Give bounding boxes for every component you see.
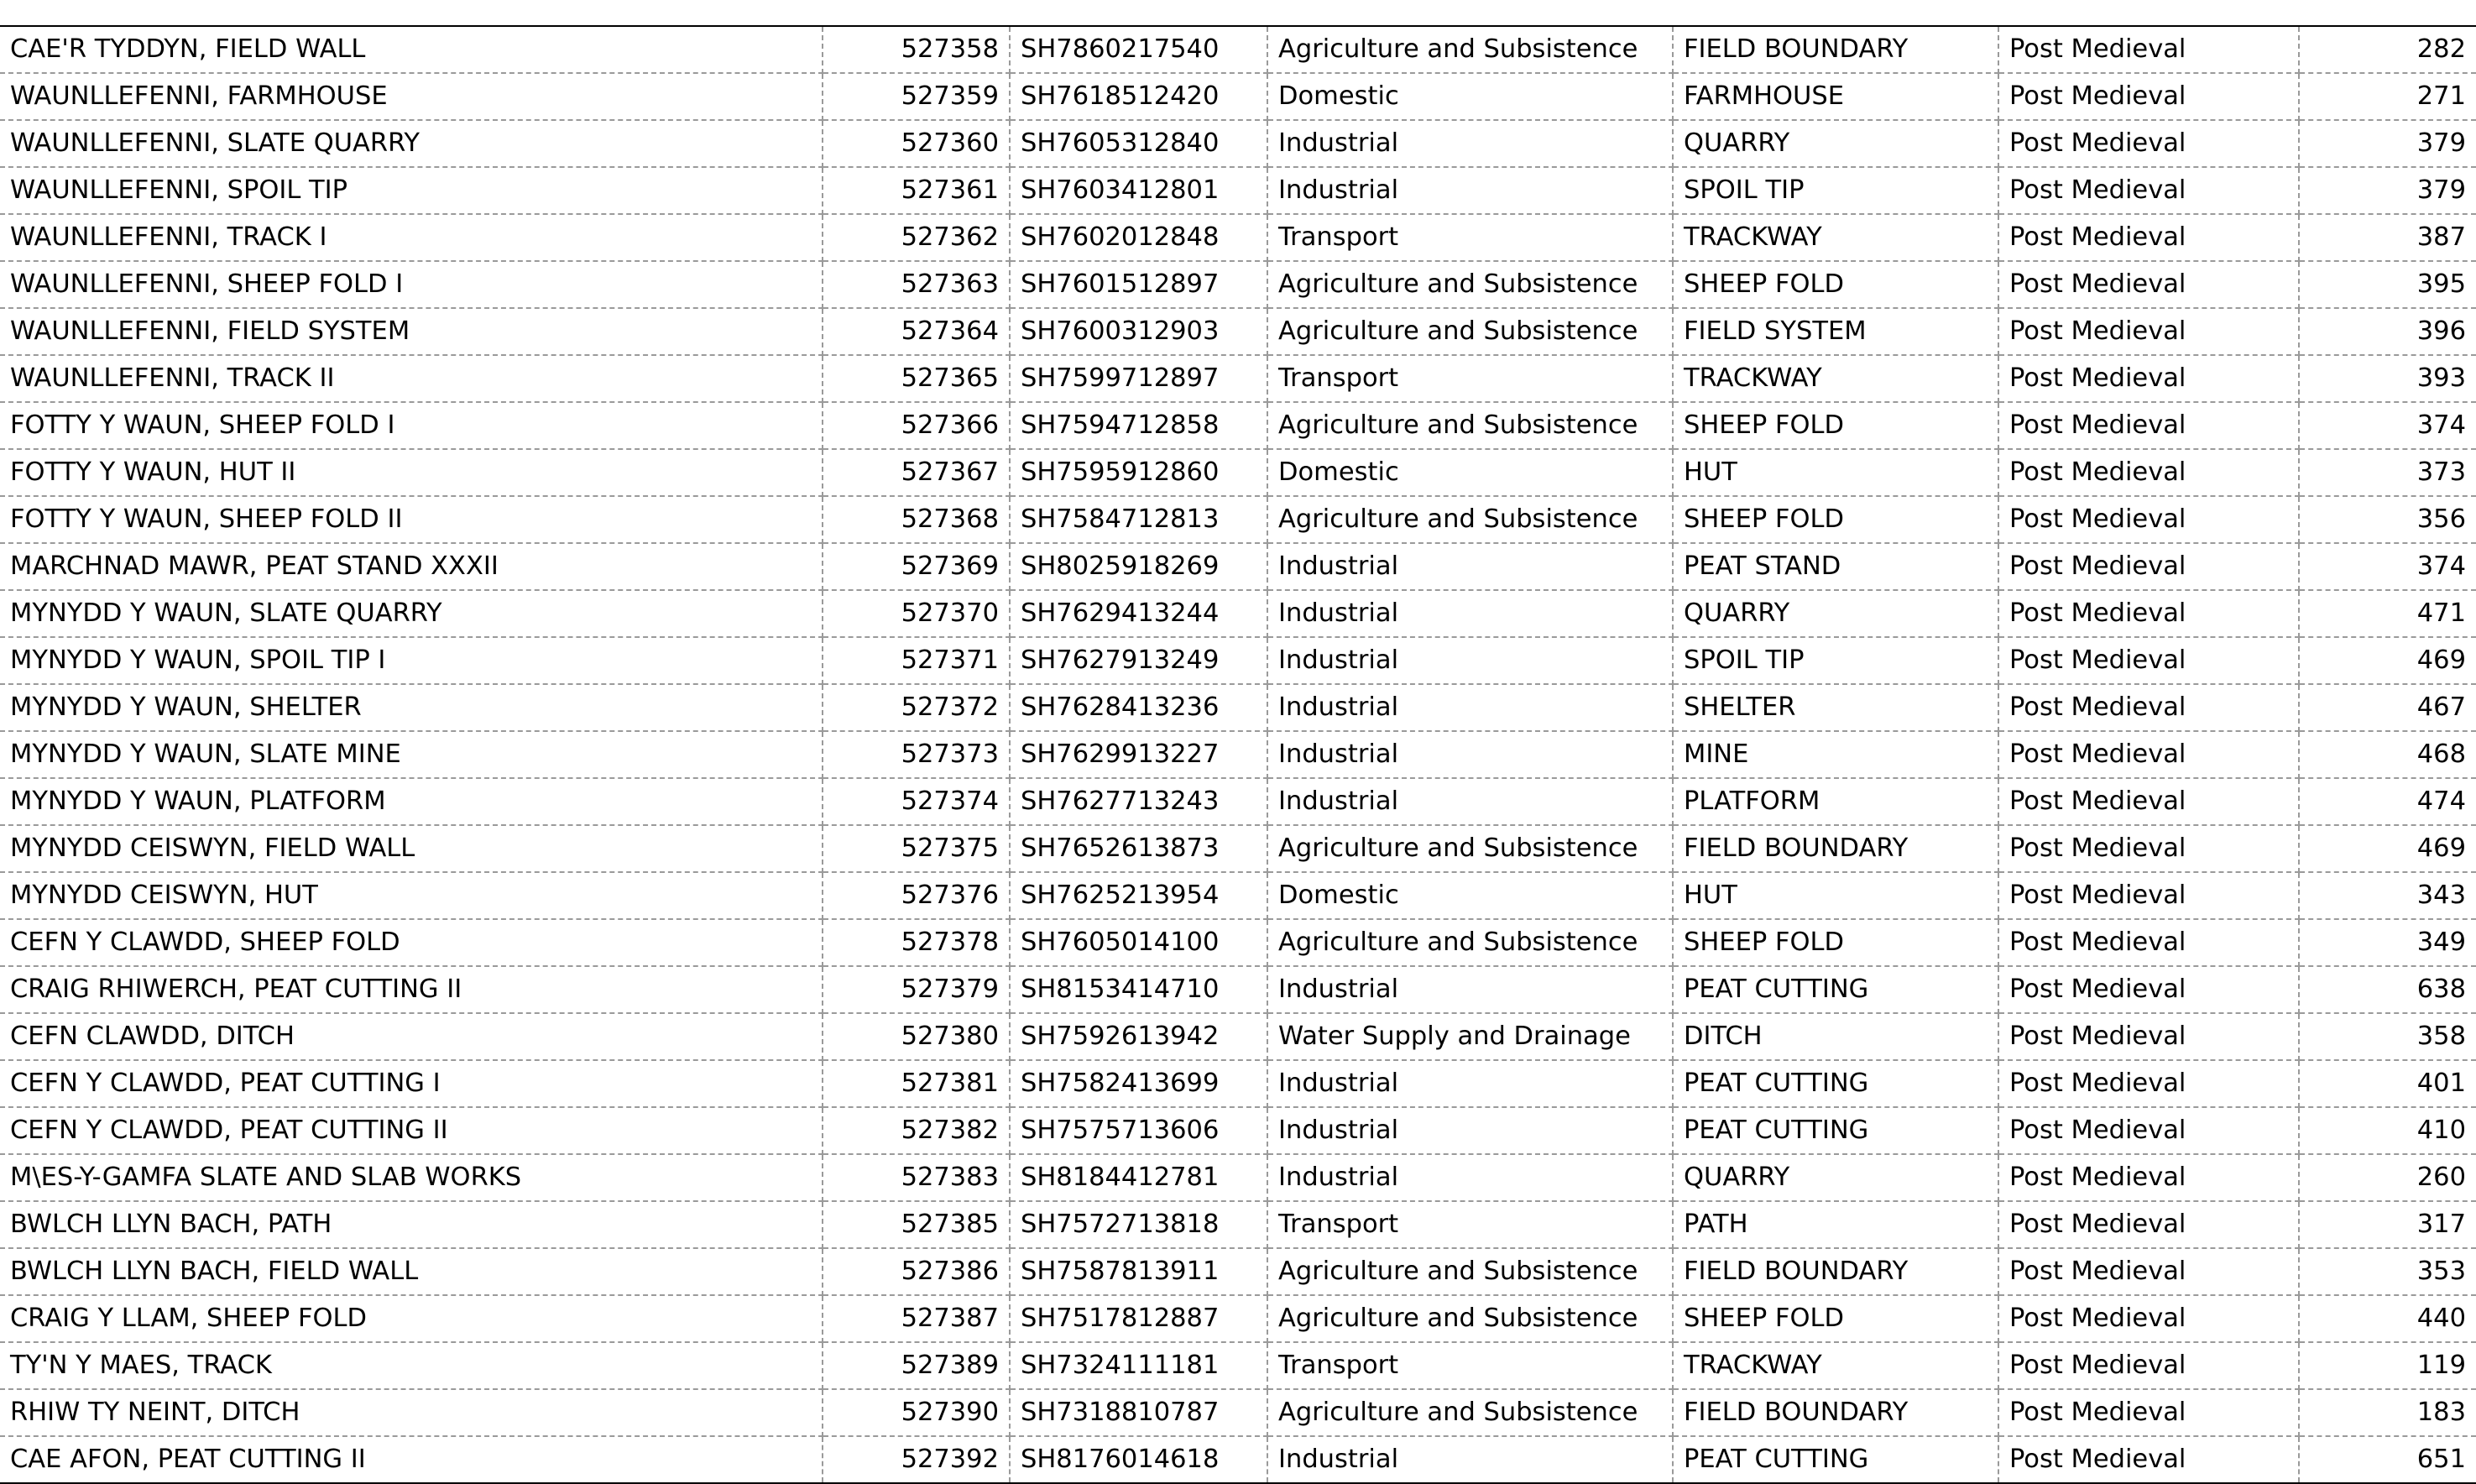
cell-category: Agriculture and Subsistence	[1267, 308, 1673, 355]
cell-category: Water Supply and Drainage	[1267, 1013, 1673, 1060]
cell-id: 527359	[823, 73, 1010, 120]
table-row	[0, 1295, 2476, 1342]
cell-grid-ref: SH7595912860	[1010, 449, 1267, 496]
cell-id: 527358	[823, 27, 1010, 73]
cell-name: WAUNLLEFENNI, FARMHOUSE	[0, 73, 823, 120]
cell-grid-ref: SH7575713606	[1010, 1107, 1267, 1154]
cell-grid-ref: SH7592613942	[1010, 1013, 1267, 1060]
cell-id: 527378	[823, 919, 1010, 966]
cell-category: Domestic	[1267, 73, 1673, 120]
cell-value: 651	[2416, 1445, 2466, 1474]
cell-period: Post Medieval	[1998, 543, 2299, 590]
cell-value: 358	[2299, 1013, 2476, 1060]
cell-period: Post Medieval	[1998, 355, 2299, 402]
table-row	[0, 402, 2476, 449]
cell-name: CEFN Y CLAWDD, PEAT CUTTING II	[0, 1107, 823, 1154]
cell-category: Agriculture and Subsistence	[1267, 919, 1673, 966]
cell-grid-ref: SH8025918269	[1010, 543, 1267, 590]
cell-value: 317	[2299, 1201, 2476, 1248]
cell-name: WAUNLLEFENNI, TRACK II	[0, 355, 823, 402]
cell-value: 396	[2299, 308, 2476, 355]
cell-name: WAUNLLEFENNI, SLATE QUARRY	[0, 120, 823, 167]
table-row	[0, 1248, 2476, 1295]
cell-value: 183	[2299, 1389, 2476, 1436]
cell-name: MYNYDD CEISWYN, HUT	[0, 872, 823, 919]
table-row	[0, 1436, 2476, 1482]
table-row	[0, 1060, 2476, 1107]
cell-value: 395	[2299, 261, 2476, 308]
cell-value: 343	[2299, 872, 2476, 919]
cell-name: WAUNLLEFENNI, SPOIL TIP	[0, 167, 823, 214]
cell-id: 527364	[823, 308, 1010, 355]
cell-category: Agriculture and Subsistence	[1267, 1295, 1673, 1342]
table-row	[0, 1389, 2476, 1436]
cell-id: 527376	[823, 872, 1010, 919]
cell-name: WAUNLLEFENNI, SHEEP FOLD I	[0, 261, 823, 308]
cell-category: Industrial	[1267, 1060, 1673, 1107]
records-body	[0, 27, 2476, 1482]
cell-grid-ref: SH7860217540	[1010, 27, 1267, 73]
cell-id: 527392	[823, 1436, 1010, 1482]
cell-category: Transport	[1267, 1201, 1673, 1248]
cell-period: Post Medieval	[1998, 261, 2299, 308]
cell-period: Post Medieval	[1998, 1154, 2299, 1201]
cell-period: Post Medieval	[1998, 402, 2299, 449]
cell-type: FIELD BOUNDARY	[1673, 1248, 1998, 1295]
table-row	[0, 872, 2476, 919]
cell-period: Post Medieval	[1998, 637, 2299, 684]
cell-type: SHEEP FOLD	[1673, 919, 1998, 966]
cell-period: Post Medieval	[1998, 684, 2299, 731]
cell-type: MINE	[1673, 731, 1998, 778]
cell-type: SHEEP FOLD	[1673, 402, 1998, 449]
table-row	[0, 966, 2476, 1013]
cell-value: 282	[2299, 27, 2476, 73]
cell-name: MARCHNAD MAWR, PEAT STAND XXXII	[0, 543, 823, 590]
cell-period: Post Medieval	[1998, 1389, 2299, 1436]
cell-period: Post Medieval	[1998, 449, 2299, 496]
cell-period: Post Medieval	[1998, 872, 2299, 919]
cell-grid-ref: SH7584712813	[1010, 496, 1267, 543]
cell-id: 527383	[823, 1154, 1010, 1201]
cell-type: QUARRY	[1673, 120, 1998, 167]
table-row	[0, 261, 2476, 308]
cell-name: CRAIG Y LLAM, SHEEP FOLD	[0, 1295, 823, 1342]
cell-grid-ref: SH7572713818	[1010, 1201, 1267, 1248]
cell-name: MYNYDD Y WAUN, SLATE MINE	[0, 731, 823, 778]
cell-category: Industrial	[1267, 167, 1673, 214]
cell-period: Post Medieval	[1998, 731, 2299, 778]
cell-category: Transport	[1267, 214, 1673, 261]
table-row	[0, 1013, 2476, 1060]
cell-category: Transport	[1267, 1342, 1673, 1389]
cell-id: 527367	[823, 449, 1010, 496]
cell-category: Industrial	[1267, 966, 1673, 1013]
cell-name: TY'N Y MAES, TRACK	[0, 1342, 823, 1389]
cell-grid-ref: SH7582413699	[1010, 1060, 1267, 1107]
cell-value: 374	[2299, 543, 2476, 590]
cell-grid-ref: SH7628413236	[1010, 684, 1267, 731]
cell-id: 527371	[823, 637, 1010, 684]
cell-id: 527382	[823, 1107, 1010, 1154]
cell-category: Agriculture and Subsistence	[1267, 825, 1673, 872]
cell-period: Post Medieval	[1998, 120, 2299, 167]
cell-type: FIELD BOUNDARY	[1673, 27, 1998, 73]
cell-value: 379	[2299, 167, 2476, 214]
table-row	[0, 1201, 2476, 1248]
cell-period: Post Medieval	[1998, 1342, 2299, 1389]
table-row	[0, 27, 2476, 73]
cell-type: FIELD SYSTEM	[1673, 308, 1998, 355]
cell-name: MYNYDD CEISWYN, FIELD WALL	[0, 825, 823, 872]
cell-category: Industrial	[1267, 1154, 1673, 1201]
cell-type: DITCH	[1673, 1013, 1998, 1060]
table-row	[0, 590, 2476, 637]
cell-type: TRACKWAY	[1673, 214, 1998, 261]
cell-category: Agriculture and Subsistence	[1267, 496, 1673, 543]
cell-value: 638	[2299, 966, 2476, 1013]
cell-value: 373	[2299, 449, 2476, 496]
cell-name: MYNYDD Y WAUN, PLATFORM	[0, 778, 823, 825]
cell-type: HUT	[1673, 449, 1998, 496]
table-row	[0, 1154, 2476, 1201]
cell-period: Post Medieval	[1998, 1436, 2299, 1482]
cell-type: SPOIL TIP	[1673, 167, 1998, 214]
records-sheet	[0, 25, 2476, 1484]
cell-category: Industrial	[1267, 731, 1673, 778]
cell-id: 527387	[823, 1295, 1010, 1342]
cell-type: PATH	[1673, 1201, 1998, 1248]
cell-id: 527368	[823, 496, 1010, 543]
table-row	[0, 167, 2476, 214]
cell-grid-ref: SH7602012848	[1010, 214, 1267, 261]
table-row	[0, 308, 2476, 355]
cell-type: PEAT CUTTING	[1673, 1436, 1998, 1482]
cell-name: BWLCH LLYN BACH, FIELD WALL	[0, 1248, 823, 1295]
cell-type: FIELD BOUNDARY	[1673, 825, 1998, 872]
cell-period: Post Medieval	[1998, 308, 2299, 355]
cell-id: 527386	[823, 1248, 1010, 1295]
cell-type: PLATFORM	[1673, 778, 1998, 825]
cell-grid-ref: SH7587813911	[1010, 1248, 1267, 1295]
cell-value: 119	[2299, 1342, 2476, 1389]
table-row	[0, 449, 2476, 496]
cell-type: SHELTER	[1673, 684, 1998, 731]
cell-value: 349	[2299, 919, 2476, 966]
cell-name: BWLCH LLYN BACH, PATH	[0, 1201, 823, 1248]
cell-grid-ref: SH7605312840	[1010, 120, 1267, 167]
cell-grid-ref: SH7599712897	[1010, 355, 1267, 402]
cell-name: MYNYDD Y WAUN, SHELTER	[0, 684, 823, 731]
cell-category: Agriculture and Subsistence	[1267, 1389, 1673, 1436]
cell-id: 527363	[823, 261, 1010, 308]
cell-grid-ref: SH8153414710	[1010, 966, 1267, 1013]
table-row	[0, 637, 2476, 684]
table-row	[0, 731, 2476, 778]
cell-category: Industrial	[1267, 1436, 1673, 1482]
cell-category: Transport	[1267, 355, 1673, 402]
cell-period: Post Medieval	[1998, 1013, 2299, 1060]
cell-grid-ref: SH7629913227	[1010, 731, 1267, 778]
cell-id: 527361	[823, 167, 1010, 214]
cell-type: SPOIL TIP	[1673, 637, 1998, 684]
cell-id: 527370	[823, 590, 1010, 637]
cell-type: FARMHOUSE	[1673, 73, 1998, 120]
cell-period: Post Medieval	[1998, 1060, 2299, 1107]
cell-type: SHEEP FOLD	[1673, 261, 1998, 308]
cell-value: 469	[2299, 637, 2476, 684]
cell-grid-ref: SH7594712858	[1010, 402, 1267, 449]
cell-name: CAE'R TYDDYN, FIELD WALL	[0, 27, 823, 73]
cell-type: SHEEP FOLD	[1673, 496, 1998, 543]
cell-id: 527365	[823, 355, 1010, 402]
cell-value: 379	[2299, 120, 2476, 167]
cell-name: FOTTY Y WAUN, SHEEP FOLD II	[0, 496, 823, 543]
cell-category: Industrial	[1267, 684, 1673, 731]
cell-grid-ref: SH7625213954	[1010, 872, 1267, 919]
table-row	[0, 919, 2476, 966]
cell-category: Agriculture and Subsistence	[1267, 402, 1673, 449]
cell-type: PEAT CUTTING	[1673, 966, 1998, 1013]
table-row	[0, 1107, 2476, 1154]
cell-period: Post Medieval	[1998, 27, 2299, 73]
cell-type: QUARRY	[1673, 590, 1998, 637]
cell-id: 527379	[823, 966, 1010, 1013]
cell-value: 271	[2299, 73, 2476, 120]
cell-period: Post Medieval	[1998, 825, 2299, 872]
cell-period: Post Medieval	[1998, 966, 2299, 1013]
cell-category: Industrial	[1267, 590, 1673, 637]
cell-period: Post Medieval	[1998, 1201, 2299, 1248]
cell-id: 527366	[823, 402, 1010, 449]
cell-category: Agriculture and Subsistence	[1267, 27, 1673, 73]
cell-name: M\ES-Y-GAMFA SLATE AND SLAB WORKS	[0, 1154, 823, 1201]
cell-category: Industrial	[1267, 543, 1673, 590]
cell-name: MYNYDD Y WAUN, SPOIL TIP I	[0, 637, 823, 684]
cell-id: 527380	[823, 1013, 1010, 1060]
cell-grid-ref: SH8184412781	[1010, 1154, 1267, 1201]
cell-value: 468	[2299, 731, 2476, 778]
cell-name: FOTTY Y WAUN, HUT II	[0, 449, 823, 496]
cell-value: 260	[2299, 1154, 2476, 1201]
cell-period: Post Medieval	[1998, 778, 2299, 825]
cell-id: 527375	[823, 825, 1010, 872]
cell-name: CAE AFON, PEAT CUTTING II	[0, 1436, 823, 1482]
table-row	[0, 214, 2476, 261]
cell-id: 527389	[823, 1342, 1010, 1389]
cell-grid-ref: SH7601512897	[1010, 261, 1267, 308]
cell-value: 469	[2299, 825, 2476, 872]
cell-grid-ref: SH7627713243	[1010, 778, 1267, 825]
cell-type: FIELD BOUNDARY	[1673, 1389, 1998, 1436]
cell-type: PEAT STAND	[1673, 543, 1998, 590]
cell-name: CEFN Y CLAWDD, PEAT CUTTING I	[0, 1060, 823, 1107]
cell-id: 527381	[823, 1060, 1010, 1107]
cell-name: FOTTY Y WAUN, SHEEP FOLD I	[0, 402, 823, 449]
cell-id: 527374	[823, 778, 1010, 825]
cell-type: TRACKWAY	[1673, 355, 1998, 402]
cell-value: 440	[2299, 1295, 2476, 1342]
cell-grid-ref: SH7600312903	[1010, 308, 1267, 355]
cell-category: Industrial	[1267, 637, 1673, 684]
cell-name: WAUNLLEFENNI, FIELD SYSTEM	[0, 308, 823, 355]
cell-name: WAUNLLEFENNI, TRACK I	[0, 214, 823, 261]
cell-value: 374	[2299, 402, 2476, 449]
cell-period: Post Medieval	[1998, 167, 2299, 214]
cell-name: CEFN CLAWDD, DITCH	[0, 1013, 823, 1060]
cell-category: Industrial	[1267, 120, 1673, 167]
table-row	[0, 120, 2476, 167]
cell-category: Industrial	[1267, 1107, 1673, 1154]
cell-value: 471	[2299, 590, 2476, 637]
cell-grid-ref: SH7618512420	[1010, 73, 1267, 120]
cell-period: Post Medieval	[1998, 1107, 2299, 1154]
cell-period: Post Medieval	[1998, 496, 2299, 543]
cell-type: HUT	[1673, 872, 1998, 919]
cell-id: 527373	[823, 731, 1010, 778]
table-row	[0, 684, 2476, 731]
table-row	[0, 543, 2476, 590]
cell-name: CEFN Y CLAWDD, SHEEP FOLD	[0, 919, 823, 966]
cell-period: Post Medieval	[1998, 73, 2299, 120]
cell-name: RHIW TY NEINT, DITCH	[0, 1389, 823, 1436]
cell-period: Post Medieval	[1998, 919, 2299, 966]
cell-category: Agriculture and Subsistence	[1267, 261, 1673, 308]
cell-type: TRACKWAY	[1673, 1342, 1998, 1389]
cell-value: 401	[2299, 1060, 2476, 1107]
cell-id: 527385	[823, 1201, 1010, 1248]
cell-grid-ref: SH7318810787	[1010, 1389, 1267, 1436]
cell-period: Post Medieval	[1998, 590, 2299, 637]
table-row	[0, 496, 2476, 543]
cell-grid-ref: SH7605014100	[1010, 919, 1267, 966]
cell-id: 527369	[823, 543, 1010, 590]
cell-grid-ref: SH7627913249	[1010, 637, 1267, 684]
records-table	[0, 27, 2476, 1482]
cell-id: 527362	[823, 214, 1010, 261]
cell-name: CRAIG RHIWERCH, PEAT CUTTING II	[0, 966, 823, 1013]
cell-name: MYNYDD Y WAUN, SLATE QUARRY	[0, 590, 823, 637]
cell-type: PEAT CUTTING	[1673, 1107, 1998, 1154]
cell-grid-ref: SH7603412801	[1010, 167, 1267, 214]
cell-grid-ref: SH7324111181	[1010, 1342, 1267, 1389]
cell-period: Post Medieval	[1998, 214, 2299, 261]
cell-value: 387	[2299, 214, 2476, 261]
cell-grid-ref: SH7652613873	[1010, 825, 1267, 872]
cell-value: 356	[2299, 496, 2476, 543]
cell-type: QUARRY	[1673, 1154, 1998, 1201]
cell-id: 527360	[823, 120, 1010, 167]
cell-period: Post Medieval	[1998, 1295, 2299, 1342]
table-row	[0, 1342, 2476, 1389]
cell-value: 353	[2299, 1248, 2476, 1295]
table-row	[0, 778, 2476, 825]
cell-value: 474	[2299, 778, 2476, 825]
table-row	[0, 73, 2476, 120]
cell-type: PEAT CUTTING	[1673, 1060, 1998, 1107]
cell-id: 527390	[823, 1389, 1010, 1436]
cell-category: Domestic	[1267, 872, 1673, 919]
table-row	[0, 355, 2476, 402]
cell-value: 410	[2299, 1107, 2476, 1154]
cell-id: 527372	[823, 684, 1010, 731]
cell-type: SHEEP FOLD	[1673, 1295, 1998, 1342]
cell-period: Post Medieval	[1998, 1248, 2299, 1295]
cell-value: 467	[2299, 684, 2476, 731]
cell-grid-ref: SH8176014618	[1010, 1436, 1267, 1482]
cell-value: 393	[2299, 355, 2476, 402]
cell-grid-ref: SH7517812887	[1010, 1295, 1267, 1342]
cell-category: Industrial	[1267, 778, 1673, 825]
cell-category: Domestic	[1267, 449, 1673, 496]
cell-grid-ref: SH7629413244	[1010, 590, 1267, 637]
table-row	[0, 825, 2476, 872]
cell-category: Agriculture and Subsistence	[1267, 1248, 1673, 1295]
